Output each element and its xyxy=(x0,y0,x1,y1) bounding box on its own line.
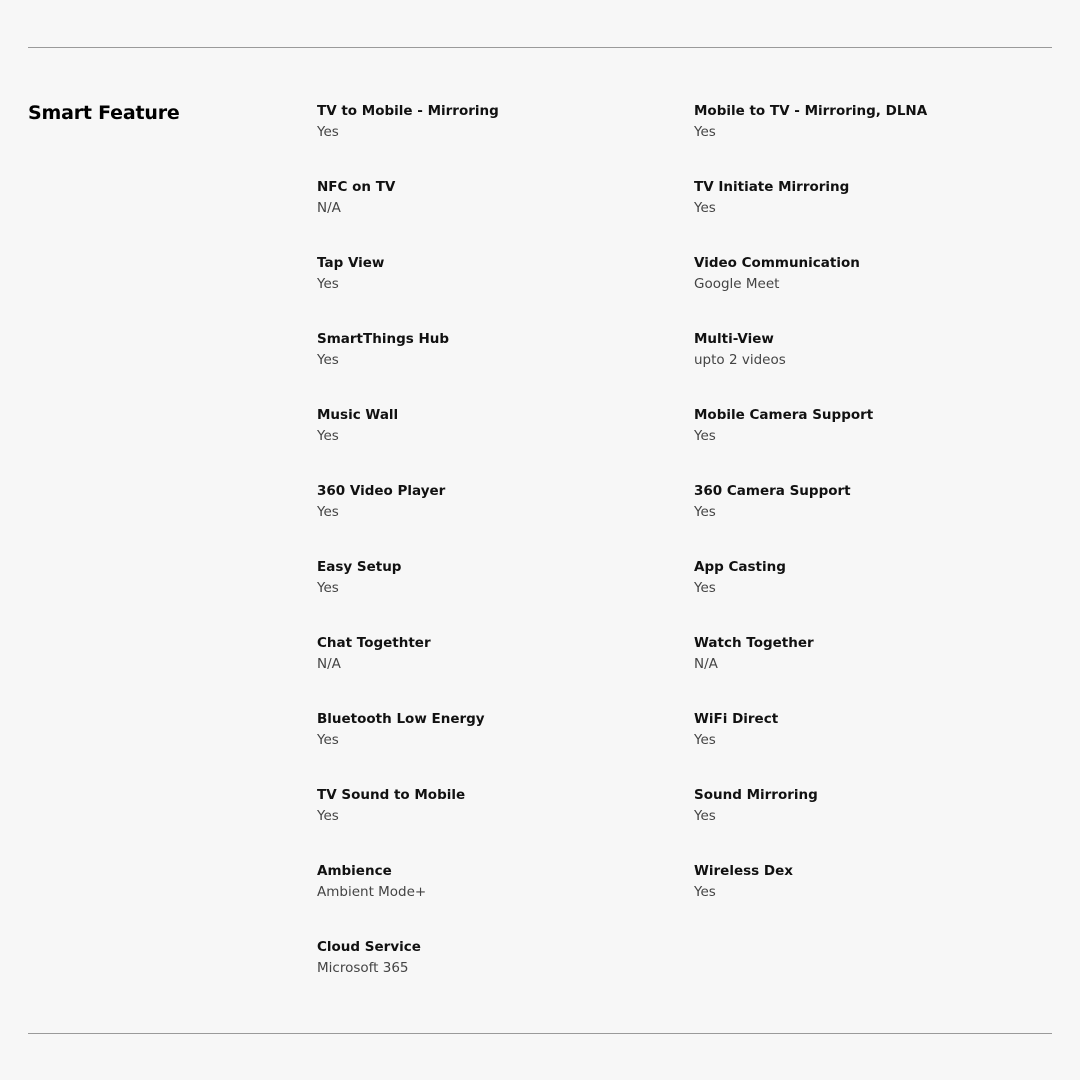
spec-value: N/A xyxy=(694,656,718,672)
spec-value: Microsoft 365 xyxy=(317,960,409,976)
spec-value: N/A xyxy=(317,656,341,672)
spec-label: Video Communication xyxy=(694,255,860,271)
spec-label: Tap View xyxy=(317,255,385,271)
spec-video-communication xyxy=(694,254,1017,330)
spec-value: Google Meet xyxy=(694,276,780,292)
spec-value: Yes xyxy=(694,580,716,596)
spec-label: Multi-View xyxy=(694,331,774,347)
spec-ambience xyxy=(317,862,694,938)
spec-tv-initiate-mirroring xyxy=(694,178,1017,254)
spec-360-video-player xyxy=(317,482,694,558)
spec-sound-mirroring xyxy=(694,786,1017,862)
spec-label: SmartThings Hub xyxy=(317,331,450,347)
spec-label: TV Initiate Mirroring xyxy=(694,179,850,195)
spec-nfc-on-tv xyxy=(317,178,694,254)
spec-label: TV to Mobile - Mirroring xyxy=(317,103,499,119)
spec-tap-view xyxy=(317,254,694,330)
spec-music-wall xyxy=(317,406,694,482)
spec-multi-view xyxy=(694,330,1017,406)
spec-value: Yes xyxy=(694,808,716,824)
spec-grid xyxy=(317,102,1017,1014)
spec-wireless-dex xyxy=(694,862,1017,938)
spec-label: WiFi Direct xyxy=(694,711,779,727)
spec-value: Yes xyxy=(694,732,716,748)
spec-label: Easy Setup xyxy=(317,559,402,575)
spec-label: NFC on TV xyxy=(317,179,396,195)
spec-value: Yes xyxy=(317,580,339,596)
spec-tv-sound-to-mobile xyxy=(317,786,694,862)
spec-label: Cloud Service xyxy=(317,939,421,955)
spec-value: upto 2 videos xyxy=(694,352,786,368)
spec-mobile-camera-support xyxy=(694,406,1017,482)
spec-value: Yes xyxy=(317,808,339,824)
spec-label: TV Sound to Mobile xyxy=(317,787,466,803)
spec-app-casting xyxy=(694,558,1017,634)
spec-label: Mobile to TV - Mirroring, DLNA xyxy=(694,103,928,119)
spec-label: 360 Video Player xyxy=(317,483,446,499)
spec-label: Music Wall xyxy=(317,407,399,423)
spec-value: Yes xyxy=(694,200,716,216)
spec-value: Yes xyxy=(694,124,716,140)
spec-value: Yes xyxy=(317,352,339,368)
spec-value: Yes xyxy=(317,124,339,140)
spec-label: Ambience xyxy=(317,863,392,879)
spec-360-camera-support xyxy=(694,482,1017,558)
spec-label: Chat Togethter xyxy=(317,635,431,651)
spec-mobile-to-tv-mirroring-dlna xyxy=(694,102,1017,178)
spec-smartthings-hub xyxy=(317,330,694,406)
spec-value: Yes xyxy=(694,884,716,900)
spec-label: Watch Together xyxy=(694,635,814,651)
spec-label: App Casting xyxy=(694,559,786,575)
spec-label: 360 Camera Support xyxy=(694,483,851,499)
spec-value: Yes xyxy=(317,428,339,444)
spec-value: Yes xyxy=(317,276,339,292)
spec-watch-together xyxy=(694,634,1017,710)
spec-label: Mobile Camera Support xyxy=(694,407,874,423)
spec-value: Yes xyxy=(694,428,716,444)
spec-label: Wireless Dex xyxy=(694,863,793,879)
spec-bluetooth-low-energy xyxy=(317,710,694,786)
bottom-divider xyxy=(28,1033,1052,1034)
spec-label: Sound Mirroring xyxy=(694,787,818,803)
spec-wifi-direct xyxy=(694,710,1017,786)
section-title: Smart Feature xyxy=(28,102,180,124)
spec-tv-to-mobile-mirroring xyxy=(317,102,694,178)
top-divider xyxy=(28,47,1052,48)
spec-chat-together xyxy=(317,634,694,710)
spec-label: Bluetooth Low Energy xyxy=(317,711,485,727)
spec-easy-setup xyxy=(317,558,694,634)
spec-value: Ambient Mode+ xyxy=(317,884,427,900)
spec-cloud-service xyxy=(317,938,694,1014)
spec-value: Yes xyxy=(694,504,716,520)
spec-value: Yes xyxy=(317,504,339,520)
spec-value: Yes xyxy=(317,732,339,748)
spec-value: N/A xyxy=(317,200,341,216)
